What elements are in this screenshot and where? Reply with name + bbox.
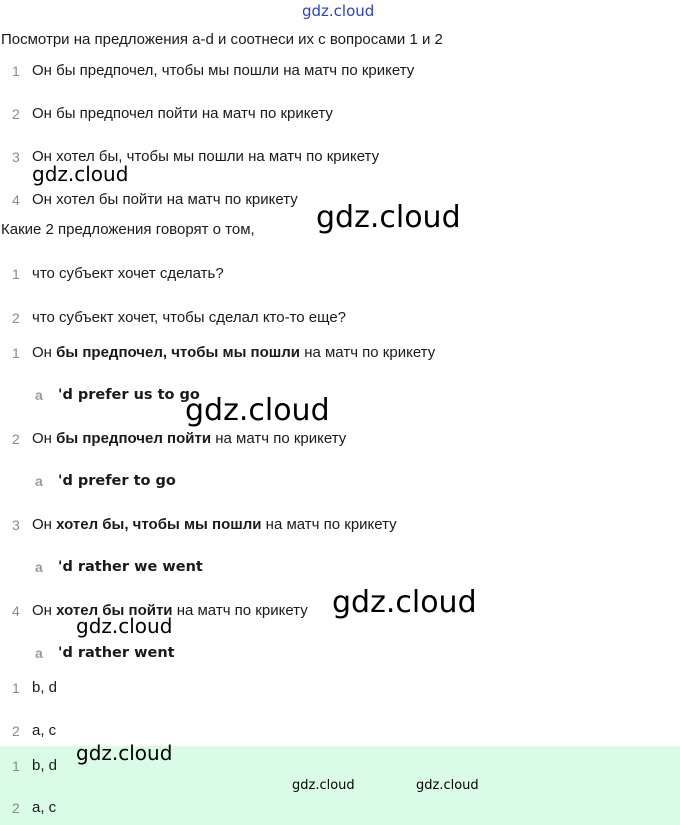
option-text: 'd prefer us to go [58,387,200,403]
match-number: 3 [12,517,20,533]
option-letter: a [35,645,43,661]
option-text: 'd rather went [58,645,175,661]
match-post: на матч по крикету [300,344,436,361]
match-post: на матч по крикету [172,602,308,619]
option-text: 'd rather we went [58,559,203,575]
question-item-text: что субъект хочет сделать? [32,265,224,282]
question-number: 1 [12,266,20,282]
answer-number: 1 [12,680,20,696]
watermark-top: gdz.cloud [302,2,375,20]
sentence-number: 3 [12,149,20,165]
question-item-text: что субъект хочет, чтобы сделал кто-то еще? [32,309,347,326]
sentence-number: 2 [12,106,20,122]
correct-answer-number: 1 [12,758,20,774]
question-text: Какие 2 предложения говорят о том, [1,221,255,238]
watermark: gdz.cloud [185,393,330,428]
match-sentence [32,430,346,448]
sentence-text: Он бы предпочел пойти на матч по крикету [32,105,333,122]
match-post: на матч по крикету [261,516,397,533]
match-highlight: бы предпочел пойти [56,430,212,447]
watermark: gdz.cloud [316,200,461,235]
answer-number: 2 [12,723,20,739]
watermark: gdz.cloud [76,614,173,638]
option-letter: a [35,559,43,575]
match-highlight: бы предпочел, чтобы мы пошли [56,344,301,361]
watermark: gdz.cloud [292,778,355,793]
correct-answer-text: b, d [32,757,58,774]
match-sentence [32,516,397,534]
watermark: gdz.cloud [76,741,173,765]
option-letter: a [35,387,43,403]
intro-text: Посмотри на предложения a-d и соотнеси их с вопросами 1 и 2 [1,31,443,48]
correct-answer-text: a, c [32,799,57,816]
sentence-text: Он хотел бы пойти на матч по крикету [32,191,298,208]
watermark: gdz.cloud [416,778,479,793]
watermark: gdz.cloud [332,585,477,620]
match-pre: Он [32,430,57,447]
watermark: gdz.cloud [32,162,129,186]
match-number: 1 [12,345,20,361]
correct-answer-number: 2 [12,800,20,816]
match-highlight: хотел бы, чтобы мы пошли [56,516,262,533]
sentence-number: 1 [12,63,20,79]
sentence-text: Он бы предпочел, чтобы мы пошли на матч по крикету [32,62,415,79]
match-number: 4 [12,603,20,619]
answer-text: b, d [32,679,58,696]
option-text: 'd prefer to go [58,473,176,489]
sentence-number: 4 [12,192,20,208]
match-highlight: хотел бы пойти [56,602,173,619]
sentence-text: Он хотел бы, чтобы мы пошли на матч по крикету [32,148,380,165]
answer-text: a, c [32,722,57,739]
question-number: 2 [12,310,20,326]
match-pre: Он [32,516,57,533]
match-sentence [32,344,435,362]
option-letter: a [35,473,43,489]
match-pre: Он [32,344,57,361]
match-number: 2 [12,431,20,447]
match-pre: Он [32,602,57,619]
match-post: на матч по крикету [211,430,347,447]
